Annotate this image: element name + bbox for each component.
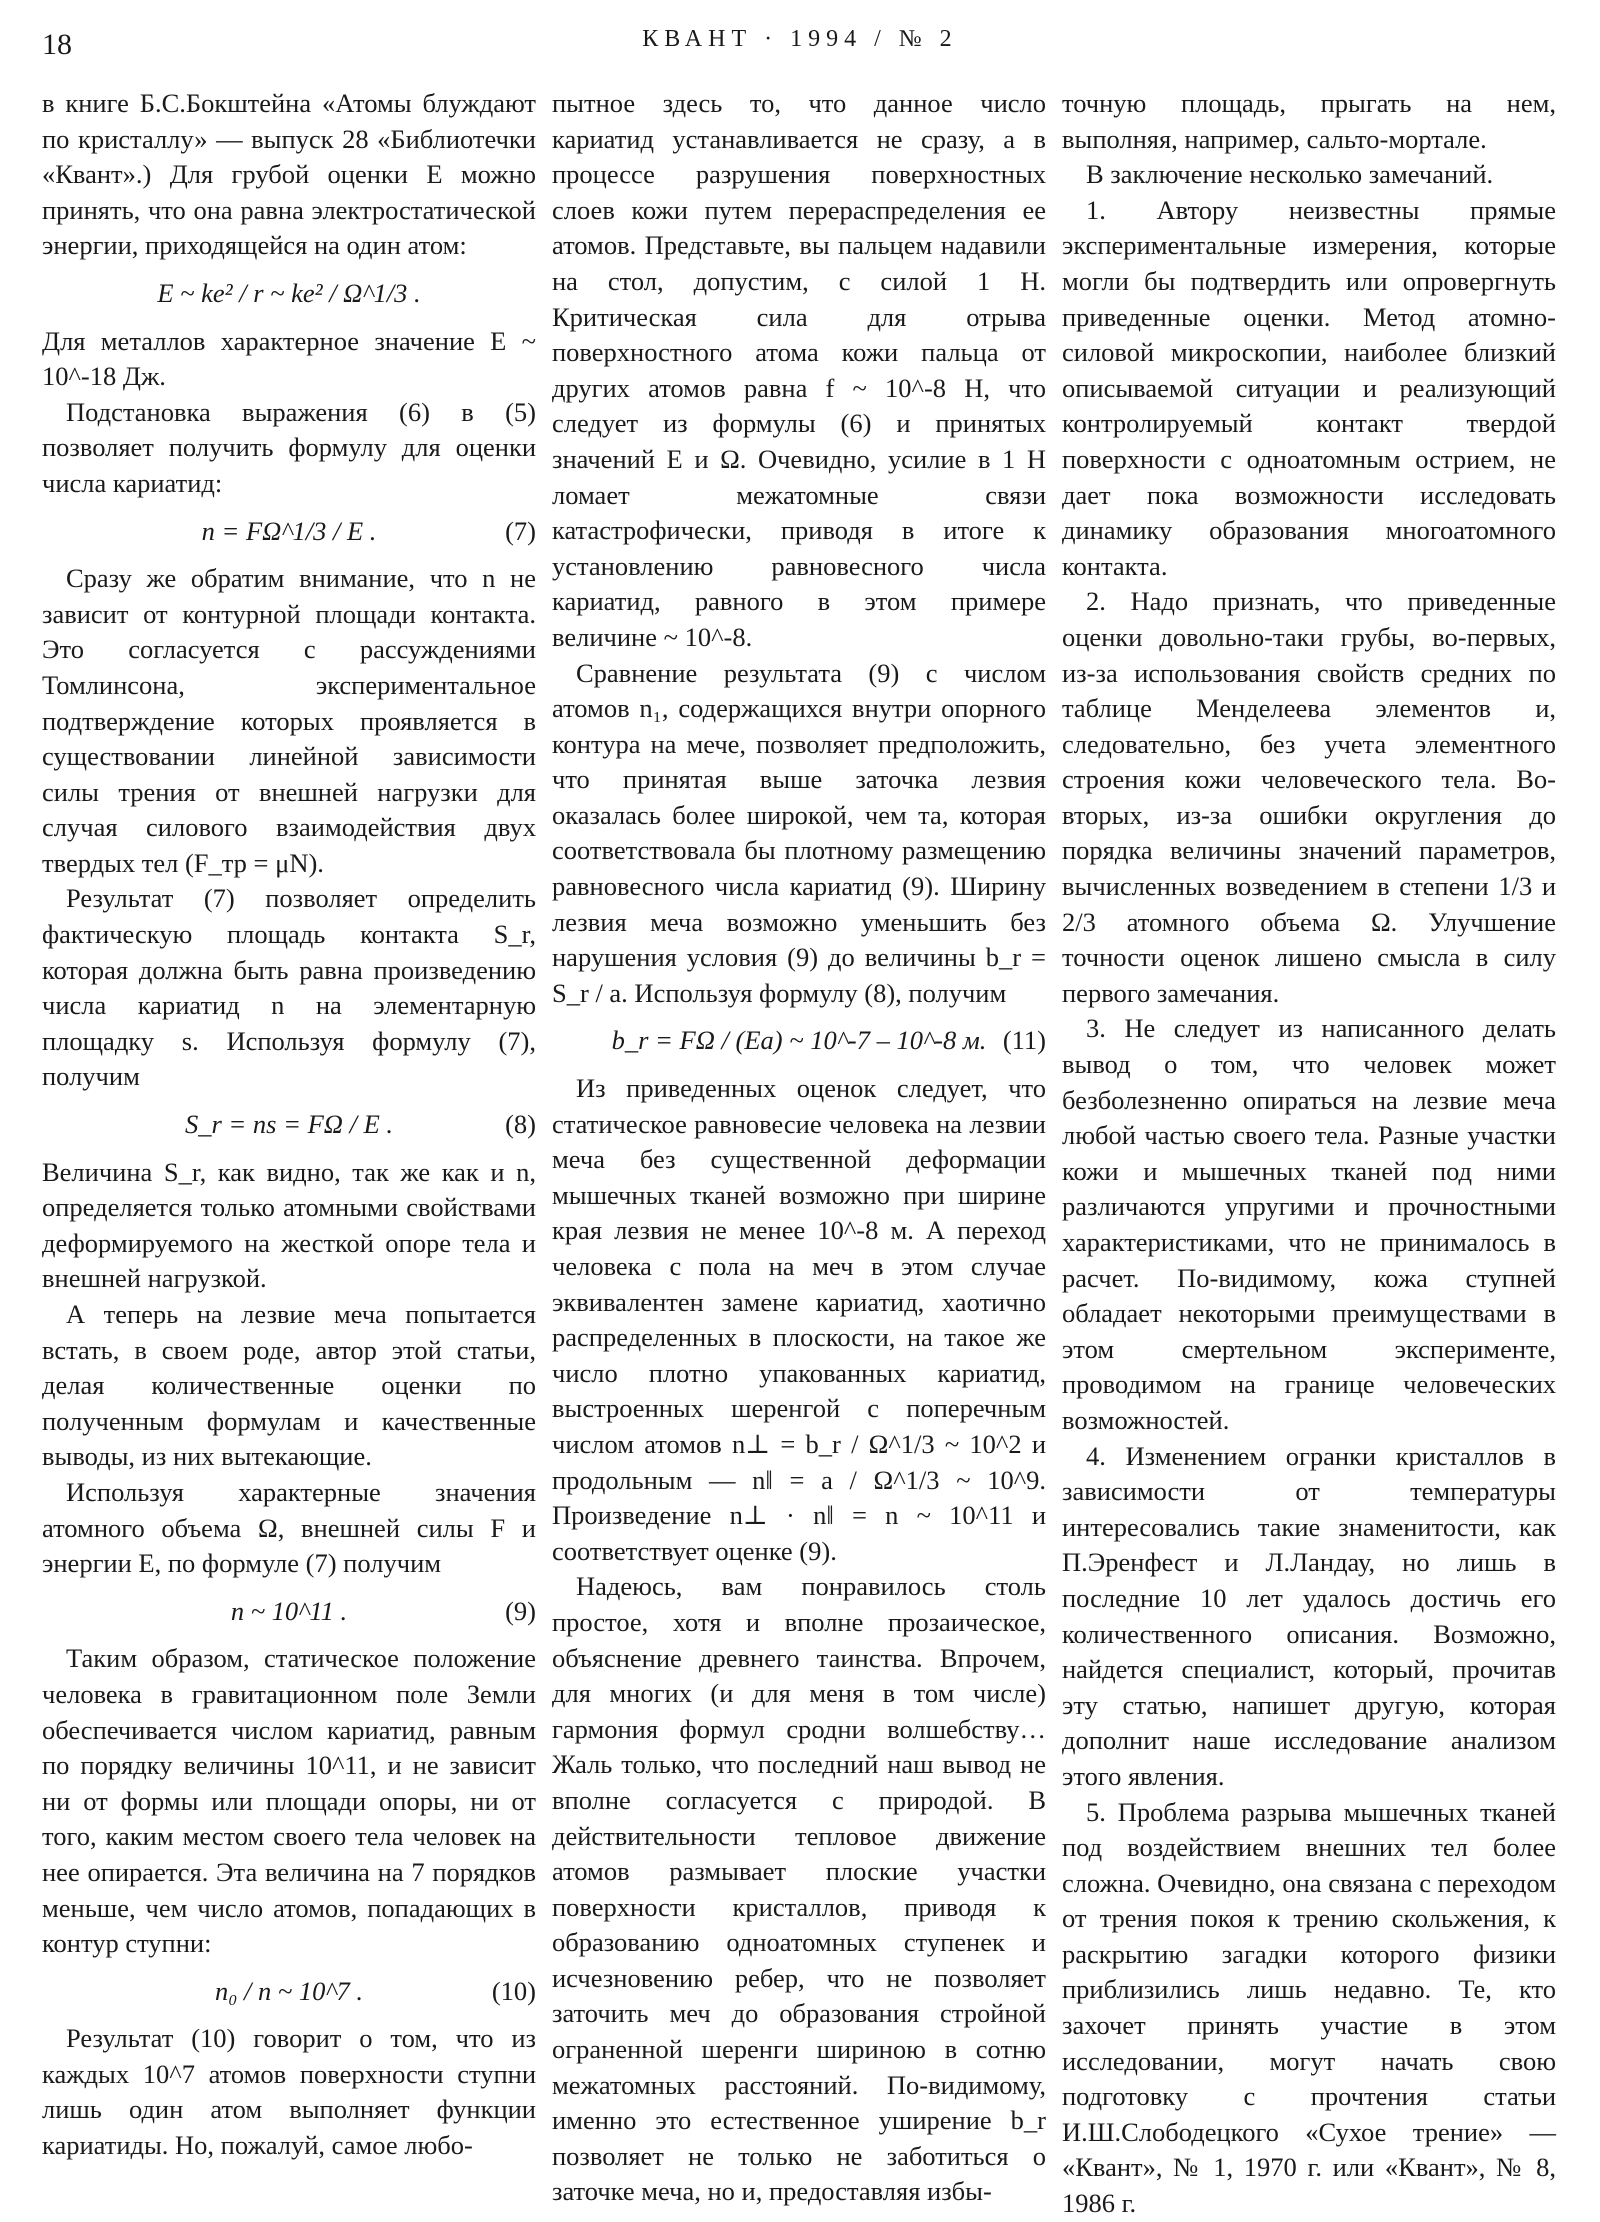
formula-number: (11) (1002, 1025, 1046, 1056)
paragraph: А теперь на лезвие меча попытается встать, в своем роде, автор этой статьи, делая количественные оценки по полученным формулам и качественные выводы, из них вытекающие. (42, 1299, 536, 1472)
formula-10 (42, 1974, 536, 2010)
paragraph: Результат (7) позволяет определить фактическую площадь контакта S_r, которая должна быть равна произведению числа кариатид n на элементарную площадку s. Используя формулу (7), получим (42, 883, 536, 1092)
paragraph: пытное здесь то, что данное число кариатид устанавливается не сразу, а в процессе разрушения поверхностных слоев кожи путем перераспределения ее атомов. Представьте, вы пальцем надавили на стол, допустим, с силой 1 Н. Критическая сила для отрыва поверхностного атома кожи пальца от других атомов равна f ~ 10^-8 Н, что следует из формулы (6) и принятых значений E и Ω. Очевидно, усилие в 1 Н ломает межатомные связи катастрофически, приводя в итоге к установлению равновесного числа кариатид, равного в этом примере величине ~ 10^-8. (552, 88, 1046, 652)
paragraph: Величина S_r, как видно, так же как и n, определяется только атомными свойствами деформируемого на жесткой опоре тела и внешней нагрузкой. (42, 1156, 536, 1294)
paragraph: Используя характерные значения атомного объема Ω, внешней силы F и энергии E, по формуле (7) получим (42, 1476, 536, 1579)
formula-expression: n ~ 10^11 . (230, 1595, 348, 1626)
paragraph: В заключение несколько замечаний. (1086, 159, 1494, 190)
paragraph: Из приведенных оценок следует, что статическое равновесие человека на лезвии меча без существенной деформации мышечных тканей возможно при ширине края лезвия не менее 10^-8 м. А переход человека с пола на меч в этом случае эквивалентен замене кариатид, хаотично распределенных в плоскости, на такое же число плотно упакованных кариатид, выстроенных шеренгой с поперечным числом атомов n⊥ = b_r / Ω^1/3 ~ 10^2 и продольным — n‖ = a / Ω^1/3 ~ 10^9. Произведение n⊥ · n‖ = n ~ 10^11 и соответствует оценке (9). (552, 1073, 1046, 1566)
paragraph: в книге Б.С.Бокштейна «Атомы блуждают по кристаллу» — выпуск 28 «Библиотечки «Квант».) Для грубой оценки E можно принять, что она равна электростатической энергии, приходящейся на один атом: (42, 88, 536, 261)
page-number: 18 (42, 28, 72, 61)
paragraph: Сразу же обратим внимание, что n не зависит от контурной площади контакта. Это согласуется с рассуждениями Томлинсона, экспериментальное подтверждение которых проявляется в существовании линейной зависимости силы трения от внешней нагрузки для случая силового взаимодействия двух твердых тел (F_тр = μN). (42, 563, 536, 878)
paragraph: 2. Надо признать, что приведенные оценки довольно-таки грубы, во-первых, из-за использования свойств средних по таблице Менделеева элементов и, следовательно, без учета элементного строения кожи человеческого тела. Во-вторых, из-за ошибки округления до порядка величины значений параметров, вычисленных возведением в степени 1/3 и 2/3 атомного объема Ω. Улучшение точности оценок лишено смысла в силу первого замечания. (1062, 586, 1556, 1008)
formula-expression: b_r = FΩ / (Ea) ~ 10^-7 – 10^-8 м. (611, 1025, 987, 1056)
formula-8 (42, 1107, 536, 1143)
paragraph: Таким образом, статическое положение человека в гравитационном поле Земли обеспечивается числом кариатид, равным по порядку величины 10^11, и не зависит ни от формы или площади опоры, ни от того, каким местом своего тела человек на нее опирается. Эта величина на 7 порядков меньше, чем число атомов, попадающих в контур ступни: (42, 1643, 536, 1959)
paragraph: точную площадь, прыгать на нем, выполняя, например, сальто-мортале. (1062, 88, 1556, 154)
paragraph: 1. Автору неизвестны прямые экспериментальные измерения, которые могли бы подтвердить или опровергнуть приведенные оценки. Метод атомно-силовой микроскопии, наиболее близкий описываемой ситуации и реализующий контролируемый контакт твердой поверхности с одноатомным острием, не дает пока возможности исследовать динамику образования многоатомного контакта. (1062, 194, 1556, 581)
paragraph: Результат (10) говорит о том, что из каждых 10^7 атомов поверхности ступни лишь один атом выполняет функции кариатиды. Но, пожалуй, самое любо- (42, 2023, 536, 2161)
paragraph: Подстановка выражения (6) в (5) позволяет получить формулу для оценки числа кариатид: (42, 396, 536, 498)
text-column-3 (1062, 86, 1556, 2222)
formula-11 (552, 1023, 1046, 1059)
paragraph: 4. Изменением огранки кристаллов в зависимости от температуры интересовались такие знаменитости, как П.Эренфест и Л.Ландау, но лишь в последние 10 лет удалось достичь его количественного описания. Возможно, найдется специалист, который, прочитав эту статью, напишет другую, которая дополнит наше исследование анализом этого явления. (1062, 1440, 1556, 1791)
paragraph: 5. Проблема разрыва мышечных тканей под воздействием внешних тел более сложна. Очевидно, она связана с переходом от трения покоя к трению скольжения, к раскрытию загадки которого физики приблизились лишь недавно. Те, кто захочет принять участие в этом исследовании, могут начать свою подготовку с прочтения статьи И.Ш.Слободецкого «Сухое трение» — «Квант», № 1, 1970 г. или «Квант», № 8, 1986 г. (1062, 1796, 1556, 2219)
formula-number: (8) (505, 1109, 536, 1140)
formula-number: (9) (505, 1595, 536, 1626)
running-title: КВАНТ · 1994 / № 2 (642, 26, 958, 52)
formula-energy (42, 276, 536, 312)
paragraph: Надеюсь, вам понравилось столь простое, хотя и вполне прозаическое, объяснение древнего таинства. Впрочем, для многих (и для меня в том числе) гармония формул сродни волшебству… Жаль только, что последний наш вывод не вполне согласуется с природой. В действительности тепловое движение атомов размывает плоские участки поверхности кристаллов, приводя к образованию одноатомных ступенек и исчезновению ребер, что не позволяет заточить меч до образования стройной ограненной шеренги шириною в сотню межатомных расстояний. По-видимому, именно это естественное уширение b_r позволяет не только не заботиться о заточке меча, но и, предоставляя избы- (552, 1571, 1046, 2207)
formula-number: (7) (505, 515, 536, 546)
paragraph: 3. Не следует из написанного делать вывод о том, что человек может безболезненно опираться на лезвие меча любой частью своего тела. Разные участки кожи и мышечных тканей под ними различаются упругими и прочностными характеристиками, что не принималось в расчет. По-видимому, кожа ступней обладает некоторыми преимуществами в этом смертельном эксперименте, проводимом на границе человеческих возможностей. (1062, 1013, 1556, 1435)
text-column-2 (552, 86, 1046, 2210)
formula-7 (42, 514, 536, 550)
formula-expression: E ~ ke² / r ~ ke² / Ω^1/3 . (157, 277, 421, 308)
formula-expression: n₀ / n ~ 10^7 . (214, 1975, 364, 2006)
paragraph: Сравнение результата (9) с числом атомов n₁, содержащихся внутри опорного контура на мече, позволяет предположить, что принятая выше заточка лезвия оказалась более широкой, чем та, которая соответствовала бы плотному размещению равновесного числа кариатид (9). Ширину лезвия меча возможно уменьшить без нарушения условия (9) до величины b_r = S_r / a. Используя формулу (8), получим (552, 657, 1046, 1008)
formula-9 (42, 1594, 536, 1630)
formula-expression: n = FΩ^1/3 / E . (201, 515, 377, 546)
formula-number: (10) (491, 1975, 536, 2006)
text-column-1 (42, 86, 536, 2164)
paragraph: Для металлов характерное значение E ~ 10^-18 Дж. (42, 325, 536, 392)
formula-expression: S_r = ns = FΩ / E . (184, 1109, 394, 1140)
